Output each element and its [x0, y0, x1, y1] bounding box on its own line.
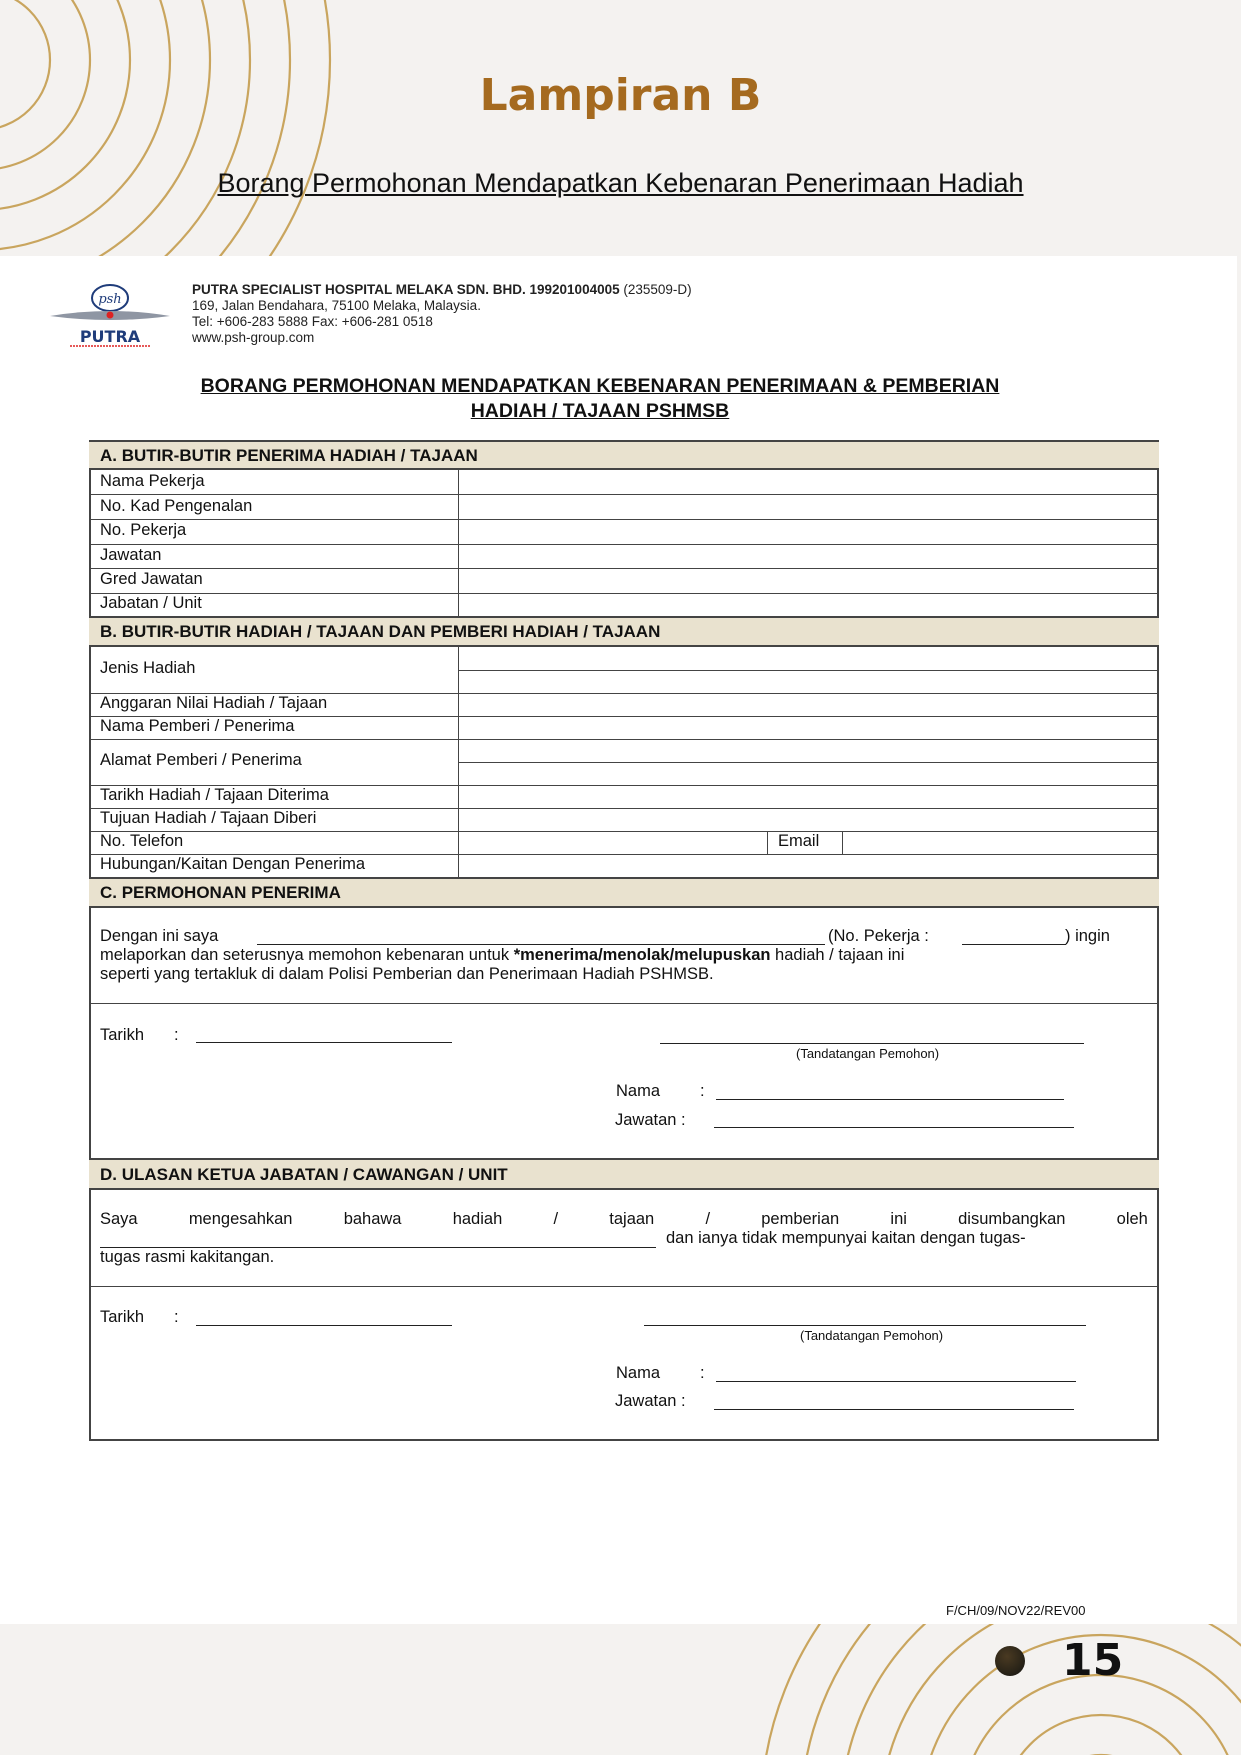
- endorsement-word: tajaan: [609, 1210, 655, 1228]
- input-kad-pengenalan[interactable]: [460, 496, 1157, 518]
- field-label: Jenis Hadiah: [100, 659, 196, 677]
- field-label: Tarikh Hadiah / Tajaan Diterima: [100, 786, 329, 804]
- input-tarikh-diterima[interactable]: [460, 786, 1157, 807]
- row-line: [89, 593, 1159, 594]
- hospital-address: 169, Jalan Bendahara, 75100 Melaka, Malaysia.: [192, 298, 481, 313]
- section-d-header: D. ULASAN KETUA JABATAN / CAWANGAN / UNIT: [89, 1158, 1159, 1190]
- email-divider: [842, 831, 843, 854]
- endorsement-word: ini: [890, 1210, 907, 1228]
- input-jenis-hadiah[interactable]: [460, 648, 1157, 692]
- input-alamat-pemberi[interactable]: [460, 740, 1157, 784]
- hospital-reg: (235509-D): [623, 282, 692, 297]
- colon: :: [700, 1082, 705, 1100]
- field-label: No. Telefon: [100, 832, 184, 850]
- signature-line[interactable]: [644, 1325, 1086, 1326]
- input-hubungan[interactable]: [460, 855, 1157, 876]
- declaration-pekerja: (No. Pekerja :: [828, 927, 929, 945]
- endorsement-line3: tugas rasmi kakitangan.: [100, 1248, 275, 1266]
- section-a-header: A. BUTIR-BUTIR PENERIMA HADIAH / TAJAAN: [89, 440, 1159, 470]
- decorative-arcs-top-left: [0, 0, 360, 260]
- endorsement-word: Saya: [100, 1210, 138, 1228]
- endorsement-word: /: [705, 1210, 711, 1228]
- endorsement-word: disumbangkan: [958, 1210, 1066, 1228]
- page-bullet-icon: [995, 1646, 1025, 1676]
- row-line: [89, 568, 1159, 569]
- hospital-contact: Tel: +606-283 5888 Fax: +606-281 0518: [192, 314, 433, 329]
- logo-text: PUTRA: [79, 327, 141, 346]
- section-c-header: C. PERMOHONAN PENERIMA: [89, 877, 1159, 908]
- field-label: Hubungan/Kaitan Dengan Penerima: [100, 855, 366, 873]
- jawatan-blank[interactable]: [714, 1127, 1074, 1128]
- signature-caption: (Tandatangan Pemohon): [796, 1046, 940, 1061]
- declaration-line2: [100, 946, 904, 965]
- input-tujuan-hadiah[interactable]: [460, 809, 1157, 830]
- divider-line: [89, 1003, 1159, 1004]
- declaration-start: Dengan ini saya: [100, 927, 219, 945]
- field-label: No. Pekerja: [100, 521, 187, 539]
- input-anggaran-nilai[interactable]: [460, 694, 1157, 715]
- endorsement-line1: [100, 1210, 1148, 1229]
- field-label: Jawatan: [100, 546, 162, 564]
- input-no-telefon[interactable]: [460, 832, 766, 853]
- page-subheading: Borang Permohonan Mendapatkan Kebenaran Penerimaan Hadiah: [217, 168, 1024, 198]
- input-email[interactable]: [844, 832, 1157, 853]
- field-label: Alamat Pemberi / Penerima: [100, 751, 302, 769]
- signature-caption: (Tandatangan Pemohon): [800, 1328, 944, 1343]
- endorsement-line2: dan ianya tidak mempunyai kaitan dengan tugas-: [666, 1229, 1026, 1247]
- jawatan-label: Jawatan :: [615, 1392, 686, 1410]
- endorsement-word: hadiah: [452, 1210, 503, 1228]
- nama-label: Nama: [616, 1082, 661, 1100]
- colon: :: [174, 1308, 179, 1326]
- form-code: F/CH/09/NOV22/REV00: [946, 1603, 1086, 1618]
- input-jawatan[interactable]: [460, 546, 1157, 567]
- input-nama-pekerja[interactable]: [460, 471, 1157, 493]
- input-jabatan-unit[interactable]: [460, 595, 1157, 616]
- tarikh-blank[interactable]: [196, 1042, 452, 1043]
- input-nama-pemberi[interactable]: [460, 717, 1157, 738]
- field-label: Jabatan / Unit: [100, 594, 202, 612]
- declaration-line3: seperti yang tertakluk di dalam Polisi Pemberian dan Penerimaan Hadiah PSHMSB.: [100, 965, 714, 983]
- section-b-header: B. BUTIR-BUTIR HADIAH / TAJAAN DAN PEMBERI HADIAH / TAJAAN: [89, 616, 1159, 647]
- form-title-line1: BORANG PERMOHONAN MENDAPATKAN KEBENARAN PENERIMAAN & PEMBERIAN: [200, 375, 1000, 397]
- email-label: Email: [778, 832, 820, 850]
- nama-blank[interactable]: [716, 1099, 1064, 1100]
- row-line: [89, 519, 1159, 520]
- input-no-pekerja[interactable]: [460, 521, 1157, 543]
- field-label: Anggaran Nilai Hadiah / Tajaan: [100, 694, 328, 712]
- hospital-details: [192, 282, 692, 346]
- endorsement-word: bahawa: [343, 1210, 402, 1228]
- divider-line: [89, 1286, 1159, 1287]
- colon: :: [700, 1364, 705, 1382]
- jawatan-label: Jawatan :: [615, 1111, 686, 1129]
- endorsement-word: oleh: [1116, 1210, 1148, 1228]
- field-label: No. Kad Pengenalan: [100, 497, 253, 515]
- pekerja-blank[interactable]: [962, 944, 1066, 945]
- declaration-ingin: ) ingin: [1065, 927, 1110, 945]
- signature-line[interactable]: [660, 1043, 1084, 1044]
- field-label: Tujuan Hadiah / Tajaan Diberi: [100, 809, 317, 827]
- endorsement-word: /: [553, 1210, 559, 1228]
- endorsement-word: mengesahkan: [188, 1210, 293, 1228]
- declaration-line2-end: hadiah / tajaan ini: [770, 946, 905, 964]
- field-label: Nama Pemberi / Penerima: [100, 717, 295, 735]
- form-title: [0, 374, 1200, 424]
- jawatan-blank[interactable]: [714, 1409, 1074, 1410]
- row-line: [89, 494, 1159, 495]
- nama-blank[interactable]: [716, 1381, 1076, 1382]
- declaration-line2-text: melaporkan dan seterusnya memohon kebenaran untuk: [100, 946, 514, 964]
- tarikh-blank[interactable]: [196, 1325, 452, 1326]
- page-number: 15: [1062, 1635, 1124, 1686]
- form-title-line2: HADIAH / TAJAAN PSHMSB: [470, 400, 730, 422]
- tarikh-label: Tarikh: [100, 1026, 145, 1044]
- nama-label: Nama: [616, 1364, 661, 1382]
- hospital-logo: [48, 278, 176, 348]
- email-divider: [767, 831, 768, 854]
- page-heading: Lampiran B: [479, 70, 762, 121]
- logo-mark: psh: [98, 292, 122, 307]
- endorsement-word: pemberian: [761, 1210, 840, 1228]
- declaration-options: *menerima/menolak/melupuskan: [513, 946, 771, 964]
- decorative-arcs-bottom-right: [741, 1615, 1241, 1755]
- hospital-name: PUTRA SPECIALIST HOSPITAL MELAKA SDN. BHD. 199201004005: [192, 282, 620, 297]
- tarikh-label: Tarikh: [100, 1308, 145, 1326]
- input-gred-jawatan[interactable]: [460, 570, 1157, 592]
- field-label: Gred Jawatan: [100, 570, 203, 588]
- field-label: Nama Pekerja: [100, 472, 205, 490]
- hospital-web: www.psh-group.com: [192, 330, 315, 345]
- name-blank[interactable]: [257, 944, 825, 945]
- row-line: [89, 544, 1159, 545]
- colon: :: [174, 1026, 179, 1044]
